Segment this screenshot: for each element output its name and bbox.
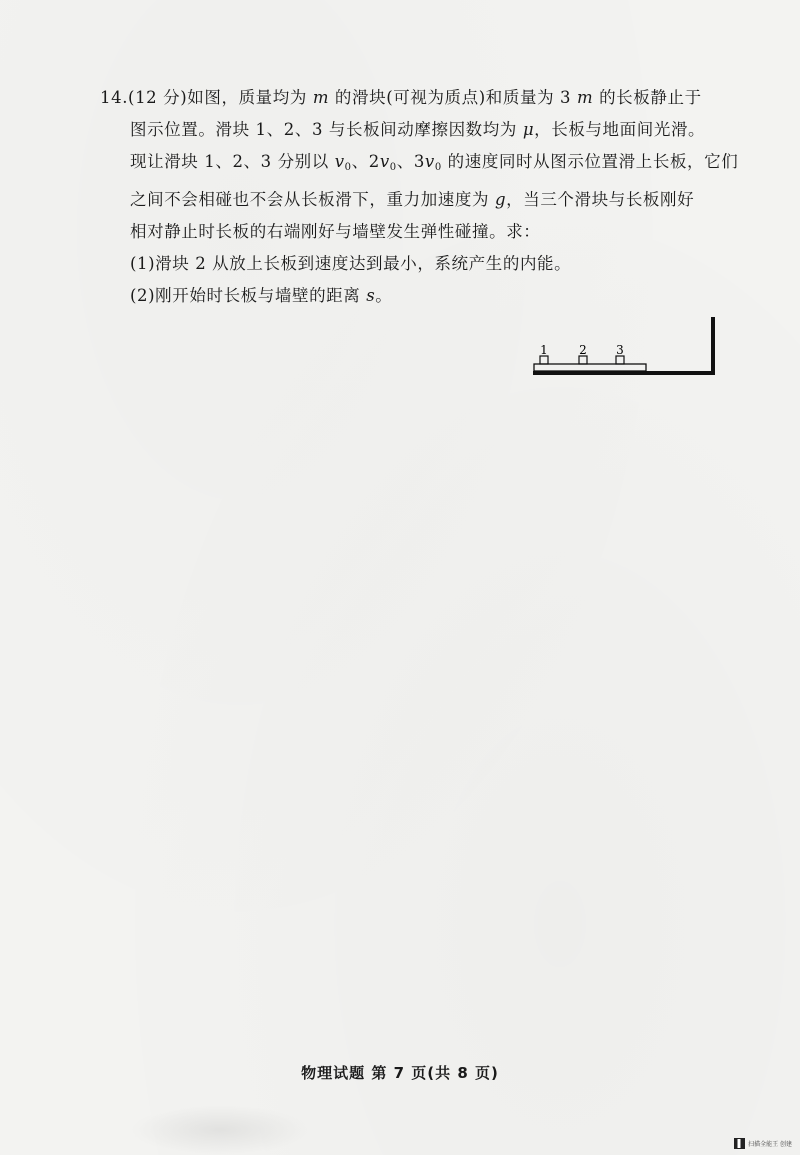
question-text: 、3 [396,152,425,171]
block-1 [540,356,548,364]
question-number: 14. [100,88,129,107]
question-text: 的滑块(可视为质点)和质量为 3 [329,88,577,107]
question-points: (12 分) [128,88,188,107]
velocity-subscript: 0 [389,162,397,173]
friction-symbol: μ [522,120,535,139]
long-board [534,364,646,371]
figure-svg [525,312,725,382]
problem-figure [525,312,725,382]
question-text: 、2 [351,152,380,171]
question-14 [100,82,739,312]
scan-smudge [130,1105,310,1155]
gravity-symbol: g [494,190,507,209]
distance-symbol: s [366,286,376,305]
question-part-2 [100,280,725,312]
question-text: 的速度同时从图示位置滑上长板，它们 [441,152,739,171]
question-line-1 [100,82,725,114]
velocity-subscript: 0 [434,162,442,173]
block-label-2: 2 [579,343,587,357]
question-line-4 [100,184,725,216]
scanner-stamp-text: 扫描全能王 创建 [748,1141,792,1148]
question-text: 图示位置。滑块 1、2、3 与长板间动摩擦因数均为 [130,120,523,139]
page-footer: 物理试题 第 7 页(共 8 页) [301,1064,499,1082]
question-text: 现让滑块 1、2、3 分别以 [130,152,335,171]
question-line-5 [100,216,725,248]
part-1-text: (1)滑块 2 从放上长板到速度达到最小，系统产生的内能。 [130,254,572,273]
velocity-symbol: v [424,152,435,171]
qr-icon [734,1138,745,1149]
question-text: ，当三个滑块与长板刚好 [506,190,695,209]
question-text: ，长板与地面间光滑。 [534,120,706,139]
question-text: 相对静止时长板的右端刚好与墙壁发生弹性碰撞。求： [130,222,541,241]
question-text: 之间不会相碰也不会从长板滑下，重力加速度为 [130,190,495,209]
question-line-2 [100,114,725,146]
scanner-stamp [734,1138,792,1149]
velocity-symbol: v [334,152,345,171]
question-text: 如图，质量均为 [187,88,313,107]
velocity-symbol: v [379,152,390,171]
question-part-1 [100,248,725,280]
block-2 [579,356,587,364]
mass-symbol: m [312,88,330,107]
mass-symbol: m [576,88,594,107]
block-label-3: 3 [616,343,624,357]
part-2-text: (2)刚开始时长板与墙壁的距离 [130,286,367,305]
question-text: 的长板静止于 [593,88,702,107]
part-2-text: 。 [375,286,393,305]
block-3 [616,356,624,364]
block-label-1: 1 [540,343,548,357]
velocity-subscript: 0 [344,162,352,173]
question-line-3 [100,146,739,184]
